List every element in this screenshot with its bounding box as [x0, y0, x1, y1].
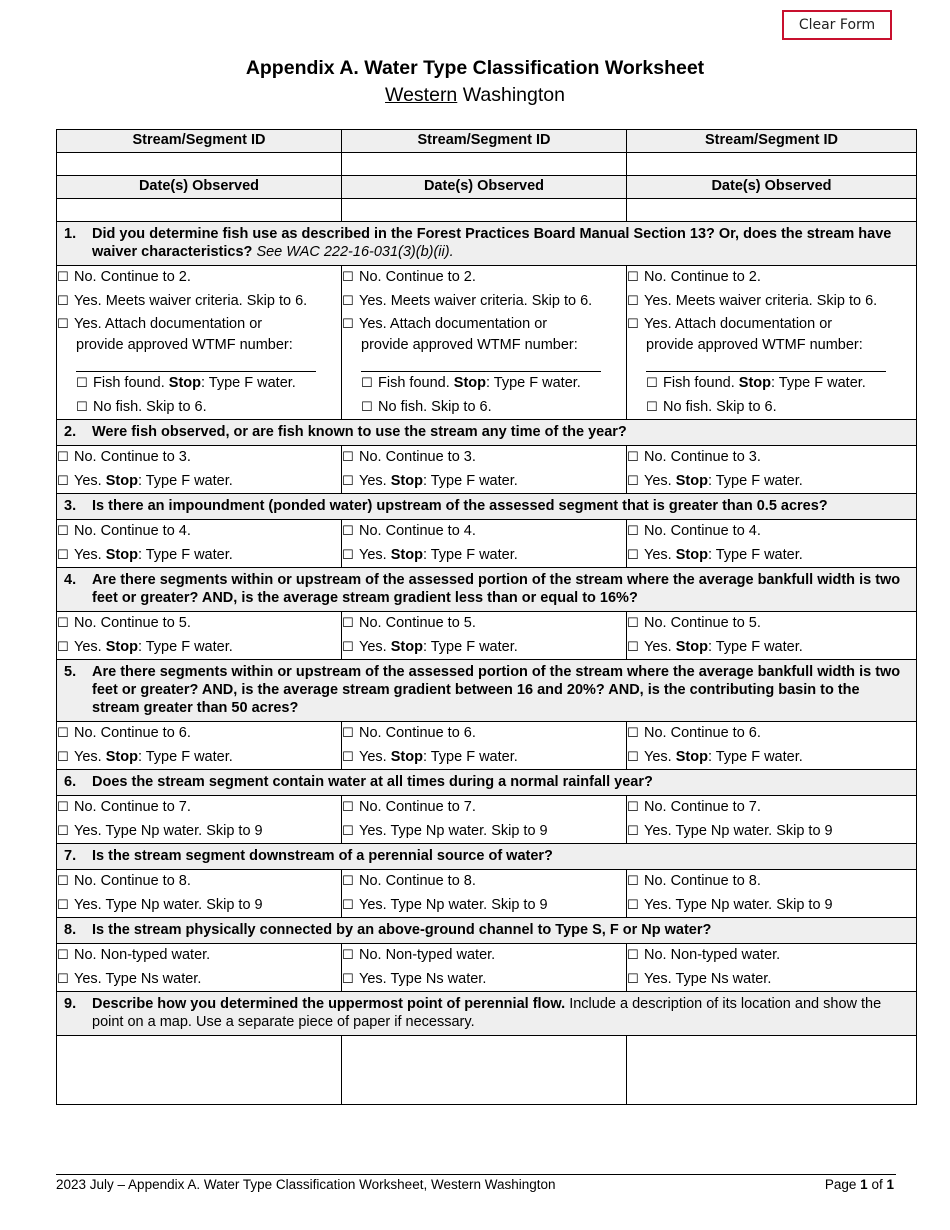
- q4-yes-checkbox[interactable]: ☐: [342, 639, 354, 655]
- question-7-answers-row: [57, 870, 917, 918]
- q5-no-label: No. Continue to 6.: [359, 725, 476, 741]
- page-label: Page: [824, 1177, 857, 1192]
- q7-no-checkbox[interactable]: ☐: [342, 874, 354, 889]
- stop-label: Stop: [390, 546, 423, 563]
- q5-yes-result: : Type F water.: [137, 748, 233, 765]
- q7-yes-checkbox[interactable]: ☐: [57, 897, 69, 913]
- q5-no-label: No. Continue to 6.: [644, 725, 761, 741]
- q1-no-label: No. Continue to 2.: [74, 269, 191, 285]
- q1-waiver-label: Yes. Meets waiver criteria. Skip to 6.: [644, 292, 878, 309]
- stream-id-field-3[interactable]: [627, 153, 917, 176]
- q6-no-checkbox[interactable]: ☐: [57, 800, 69, 815]
- q1-fish-found-result: : Type F water.: [201, 375, 296, 391]
- q4-no-checkbox[interactable]: ☐: [57, 616, 69, 631]
- q1-no-checkbox[interactable]: ☐: [342, 270, 354, 285]
- question-2-row: [57, 420, 917, 446]
- q3-yes-label: Yes.: [74, 546, 102, 563]
- q4-no-label: No. Continue to 5.: [644, 615, 761, 631]
- question-4-text: Are there segments within or upstream of the assessed portion of the stream where the average bankfull width is two feet or greater? AND, is the average stream gradient less than or equal to 16%?: [92, 572, 901, 606]
- question-number: 3.: [64, 498, 77, 514]
- q2-yes-result: : Type F water.: [422, 472, 518, 489]
- question-number: 7.: [64, 848, 77, 864]
- q1-attach-label: Yes. Attach documentation or: [644, 316, 833, 332]
- dates-field-2[interactable]: [342, 199, 627, 222]
- perennial-flow-description-3[interactable]: [627, 1036, 917, 1105]
- q5-yes-label: Yes.: [74, 748, 102, 765]
- q1-no-label: No. Continue to 2.: [644, 269, 761, 285]
- clear-form-button[interactable]: Clear Form: [782, 10, 892, 40]
- page-of-label: of: [871, 1177, 883, 1192]
- stream-id-field-2[interactable]: [342, 153, 627, 176]
- q1-fish-found-result: : Type F water.: [771, 375, 866, 391]
- stream-id-field-1[interactable]: [57, 153, 342, 176]
- question-9-instructions: Include a description of its location and show the point on a map. Use a separate piece of paper if necessary.: [92, 996, 882, 1030]
- q7-no-checkbox[interactable]: ☐: [627, 874, 639, 889]
- q7-no-checkbox[interactable]: ☐: [57, 874, 69, 889]
- q4-yes-label: Yes.: [359, 638, 387, 655]
- q1-fish-found-label: Fish found.: [378, 375, 450, 391]
- stop-label: Stop: [675, 472, 708, 489]
- q2-no-label: No. Continue to 3.: [644, 449, 761, 465]
- q6-no-label: No. Continue to 7.: [74, 799, 191, 815]
- stop-label: Stop: [390, 472, 423, 489]
- q1-answers-col-1: [57, 266, 342, 420]
- q2-no-checkbox[interactable]: ☐: [627, 450, 639, 465]
- q8-no-label: No. Non-typed water.: [74, 947, 211, 963]
- dates-input-row: [57, 199, 917, 222]
- page-title: Appendix A. Water Type Classification Worksheet: [245, 57, 705, 79]
- question-2-text: Were fish observed, or are fish known to use the stream any time of the year?: [92, 424, 627, 440]
- question-3-answers-row: [57, 520, 917, 568]
- q3-no-label: No. Continue to 4.: [74, 523, 191, 539]
- dates-header-row: [57, 176, 917, 199]
- q1-fish-found-label: Fish found.: [663, 375, 735, 391]
- q5-yes-checkbox[interactable]: ☐: [57, 749, 69, 765]
- question-1-text: Did you determine fish use as described in the Forest Practices Board Manual Section 13? Or, does the stream have waiver characteristics?: [92, 226, 892, 260]
- stop-label: Stop: [675, 748, 708, 765]
- q3-yes-result: : Type F water.: [422, 546, 518, 563]
- q1-answers-col-3: [627, 266, 917, 420]
- q6-yes-checkbox[interactable]: ☐: [627, 823, 639, 839]
- q5-no-checkbox[interactable]: ☐: [627, 726, 639, 741]
- wtmf-number-field[interactable]: [646, 365, 886, 372]
- q6-yes-label: Yes. Type Np water. Skip to 9: [644, 822, 833, 839]
- q6-yes-checkbox[interactable]: ☐: [57, 823, 69, 839]
- footer-page-number: [825, 1177, 894, 1192]
- dates-header: Date(s) Observed: [138, 178, 260, 194]
- q3-yes-label: Yes.: [359, 546, 387, 563]
- q1-waiver-label: Yes. Meets waiver criteria. Skip to 6.: [359, 292, 593, 309]
- q7-yes-label: Yes. Type Np water. Skip to 9: [644, 896, 833, 913]
- footer-divider: [56, 1174, 896, 1175]
- q7-yes-checkbox[interactable]: ☐: [342, 897, 354, 913]
- q1-fish-found-checkbox[interactable]: ☐: [76, 376, 88, 391]
- dates-field-3[interactable]: [627, 199, 917, 222]
- q8-yes-checkbox[interactable]: ☐: [342, 971, 354, 987]
- subtitle-state: Washington: [457, 84, 565, 106]
- q4-no-label: No. Continue to 5.: [359, 615, 476, 631]
- q8-yes-checkbox[interactable]: ☐: [627, 971, 639, 987]
- question-3-text: Is there an impoundment (ponded water) upstream of the assessed segment that is greater than 0.5 acres?: [92, 498, 828, 514]
- worksheet-table: [56, 129, 917, 1105]
- page-subtitle: [0, 84, 950, 107]
- q2-no-label: No. Continue to 3.: [359, 449, 476, 465]
- q1-waiver-checkbox[interactable]: ☐: [342, 293, 354, 309]
- q1-attach-checkbox[interactable]: ☐: [57, 317, 69, 332]
- dates-field-1[interactable]: [57, 199, 342, 222]
- question-7-text: Is the stream segment downstream of a perennial source of water?: [92, 848, 553, 864]
- q3-yes-checkbox[interactable]: ☐: [57, 547, 69, 563]
- question-1-reference: See WAC 222-16-031(3)(b)(ii).: [256, 244, 454, 260]
- q1-waiver-label: Yes. Meets waiver criteria. Skip to 6.: [74, 292, 308, 309]
- q4-yes-checkbox[interactable]: ☐: [57, 639, 69, 655]
- stop-label: Stop: [675, 546, 708, 563]
- q8-yes-label: Yes. Type Ns water.: [74, 970, 202, 987]
- stop-label: Stop: [453, 375, 486, 391]
- q6-yes-label: Yes. Type Np water. Skip to 9: [359, 822, 548, 839]
- question-9-row: [57, 992, 917, 1036]
- question-number: 6.: [64, 774, 77, 790]
- q7-no-label: No. Continue to 8.: [359, 873, 476, 889]
- q5-yes-result: : Type F water.: [422, 748, 518, 765]
- q2-no-label: No. Continue to 3.: [74, 449, 191, 465]
- q8-yes-label: Yes. Type Ns water.: [359, 970, 487, 987]
- stop-label: Stop: [105, 472, 138, 489]
- q5-yes-checkbox[interactable]: ☐: [627, 749, 639, 765]
- q2-no-checkbox[interactable]: ☐: [342, 450, 354, 465]
- q6-no-checkbox[interactable]: ☐: [342, 800, 354, 815]
- q1-waiver-checkbox[interactable]: ☐: [627, 293, 639, 309]
- q8-yes-checkbox[interactable]: ☐: [57, 971, 69, 987]
- q5-yes-label: Yes.: [644, 748, 672, 765]
- wtmf-number-field[interactable]: [76, 365, 316, 372]
- q4-no-label: No. Continue to 5.: [74, 615, 191, 631]
- q8-yes-label: Yes. Type Ns water.: [644, 970, 772, 987]
- q6-yes-label: Yes. Type Np water. Skip to 9: [74, 822, 263, 839]
- stop-label: Stop: [675, 638, 708, 655]
- q1-attach-label-cont: provide approved WTMF number:: [76, 337, 293, 353]
- q4-yes-checkbox[interactable]: ☐: [627, 639, 639, 655]
- stream-id-header: Stream/Segment ID: [132, 132, 266, 148]
- q8-no-label: No. Non-typed water.: [359, 947, 496, 963]
- q6-no-checkbox[interactable]: ☐: [627, 800, 639, 815]
- q1-no-fish-label: No fish. Skip to 6.: [378, 398, 492, 415]
- question-8-row: [57, 918, 917, 944]
- question-5-answers-row: [57, 722, 917, 770]
- q6-no-label: No. Continue to 7.: [359, 799, 476, 815]
- q6-no-label: No. Continue to 7.: [644, 799, 761, 815]
- q4-yes-result: : Type F water.: [707, 638, 803, 655]
- stream-id-input-row: [57, 153, 917, 176]
- q5-yes-checkbox[interactable]: ☐: [342, 749, 354, 765]
- q1-fish-found-checkbox[interactable]: ☐: [361, 376, 373, 391]
- q3-no-checkbox[interactable]: ☐: [342, 524, 354, 539]
- question-number: 9.: [64, 996, 77, 1012]
- question-5-text: Are there segments within or upstream of the assessed portion of the stream where the average bankfull width is two feet or greater? AND, is the average stream gradient between 16 and 20%? AND, is the contributing basin to the stream greater than 50 acres?: [92, 664, 901, 716]
- question-4-row: [57, 568, 917, 612]
- q4-no-checkbox[interactable]: ☐: [342, 616, 354, 631]
- question-4-answers-row: [57, 612, 917, 660]
- stop-label: Stop: [105, 638, 138, 655]
- q2-yes-label: Yes.: [359, 472, 387, 489]
- q1-no-fish-checkbox[interactable]: ☐: [76, 399, 88, 415]
- q4-yes-label: Yes.: [74, 638, 102, 655]
- q2-yes-checkbox[interactable]: ☐: [57, 473, 69, 489]
- question-9-text: Describe how you determined the uppermost point of perennial flow.: [92, 996, 566, 1012]
- q5-no-checkbox[interactable]: ☐: [57, 726, 69, 741]
- q2-yes-result: : Type F water.: [137, 472, 233, 489]
- question-8-answers-row: [57, 944, 917, 992]
- q4-no-checkbox[interactable]: ☐: [627, 616, 639, 631]
- q2-yes-label: Yes.: [74, 472, 102, 489]
- q3-no-label: No. Continue to 4.: [644, 523, 761, 539]
- q1-fish-found-checkbox[interactable]: ☐: [646, 376, 658, 391]
- perennial-flow-description-1[interactable]: [57, 1036, 342, 1105]
- q2-yes-result: : Type F water.: [707, 472, 803, 489]
- stream-id-header-row: [57, 130, 917, 153]
- q7-no-label: No. Continue to 8.: [74, 873, 191, 889]
- q1-answers-col-2: [342, 266, 627, 420]
- q1-no-fish-checkbox[interactable]: ☐: [361, 399, 373, 415]
- question-7-row: [57, 844, 917, 870]
- question-number: 8.: [64, 922, 77, 938]
- q3-no-checkbox[interactable]: ☐: [627, 524, 639, 539]
- question-1-row: [57, 222, 917, 266]
- question-number: 1.: [64, 226, 77, 242]
- q1-no-checkbox[interactable]: ☐: [57, 270, 69, 285]
- q8-no-checkbox[interactable]: ☐: [342, 948, 354, 963]
- question-5-row: [57, 660, 917, 722]
- q1-waiver-checkbox[interactable]: ☐: [57, 293, 69, 309]
- q8-no-label: No. Non-typed water.: [644, 947, 781, 963]
- q3-yes-checkbox[interactable]: ☐: [342, 547, 354, 563]
- q7-yes-checkbox[interactable]: ☐: [627, 897, 639, 913]
- q5-no-checkbox[interactable]: ☐: [342, 726, 354, 741]
- question-9-answers-row: [57, 1036, 917, 1105]
- question-1-answers-row: [57, 266, 917, 420]
- q1-attach-checkbox[interactable]: ☐: [342, 317, 354, 332]
- q3-yes-label: Yes.: [644, 546, 672, 563]
- q1-fish-found-label: Fish found.: [93, 375, 165, 391]
- q3-yes-result: : Type F water.: [137, 546, 233, 563]
- stop-label: Stop: [105, 546, 138, 563]
- question-6-text: Does the stream segment contain water at all times during a normal rainfall year?: [92, 774, 653, 790]
- stream-id-header: Stream/Segment ID: [705, 132, 838, 148]
- q1-no-fish-label: No fish. Skip to 6.: [663, 398, 777, 415]
- perennial-flow-description-2[interactable]: [342, 1036, 627, 1105]
- q2-no-checkbox[interactable]: ☐: [57, 450, 69, 465]
- q8-no-checkbox[interactable]: ☐: [627, 948, 639, 963]
- q3-no-checkbox[interactable]: ☐: [57, 524, 69, 539]
- q2-yes-checkbox[interactable]: ☐: [627, 473, 639, 489]
- q1-no-fish-label: No fish. Skip to 6.: [93, 398, 207, 415]
- stop-label: Stop: [105, 748, 138, 765]
- question-6-row: [57, 770, 917, 796]
- question-number: 5.: [64, 664, 77, 680]
- footer-document-info: 2023 July – Appendix A. Water Type Classification Worksheet, Western Washington: [56, 1177, 556, 1192]
- q7-no-label: No. Continue to 8.: [644, 873, 761, 889]
- stop-label: Stop: [390, 748, 423, 765]
- stream-id-header: Stream/Segment ID: [417, 132, 551, 148]
- q4-yes-result: : Type F water.: [422, 638, 518, 655]
- q1-no-checkbox[interactable]: ☐: [627, 270, 639, 285]
- q1-attach-checkbox[interactable]: ☐: [627, 317, 639, 332]
- q5-yes-result: : Type F water.: [707, 748, 803, 765]
- q5-no-label: No. Continue to 6.: [74, 725, 191, 741]
- q1-attach-label: Yes. Attach documentation or: [74, 316, 263, 332]
- q1-attach-label-cont: provide approved WTMF number:: [361, 337, 578, 353]
- question-2-answers-row: [57, 446, 917, 494]
- q1-no-label: No. Continue to 2.: [359, 269, 476, 285]
- q1-attach-label: Yes. Attach documentation or: [359, 316, 548, 332]
- q6-yes-checkbox[interactable]: ☐: [342, 823, 354, 839]
- stop-label: Stop: [390, 638, 423, 655]
- q2-yes-label: Yes.: [644, 472, 672, 489]
- q3-no-label: No. Continue to 4.: [359, 523, 476, 539]
- wtmf-number-field[interactable]: [361, 365, 601, 372]
- question-6-answers-row: [57, 796, 917, 844]
- dates-header: Date(s) Observed: [711, 178, 832, 194]
- q7-yes-label: Yes. Type Np water. Skip to 9: [74, 896, 263, 913]
- q7-yes-label: Yes. Type Np water. Skip to 9: [359, 896, 548, 913]
- subtitle-region: Western: [385, 84, 458, 106]
- q2-yes-checkbox[interactable]: ☐: [342, 473, 354, 489]
- q4-yes-result: : Type F water.: [137, 638, 233, 655]
- q8-no-checkbox[interactable]: ☐: [57, 948, 69, 963]
- q1-attach-label-cont: provide approved WTMF number:: [646, 337, 863, 353]
- question-number: 2.: [64, 424, 77, 440]
- stop-label: Stop: [738, 375, 771, 391]
- question-3-row: [57, 494, 917, 520]
- q1-fish-found-result: : Type F water.: [486, 375, 581, 391]
- page-total: 1: [886, 1177, 894, 1192]
- dates-header: Date(s) Observed: [423, 178, 545, 194]
- q3-yes-result: : Type F water.: [707, 546, 803, 563]
- q5-yes-label: Yes.: [359, 748, 387, 765]
- question-8-text: Is the stream physically connected by an above-ground channel to Type S, F or Np water?: [92, 922, 712, 938]
- page-current: 1: [860, 1177, 868, 1192]
- q1-no-fish-checkbox[interactable]: ☐: [646, 399, 658, 415]
- stop-label: Stop: [168, 375, 201, 391]
- q3-yes-checkbox[interactable]: ☐: [627, 547, 639, 563]
- question-number: 4.: [64, 572, 77, 588]
- q4-yes-label: Yes.: [644, 638, 672, 655]
